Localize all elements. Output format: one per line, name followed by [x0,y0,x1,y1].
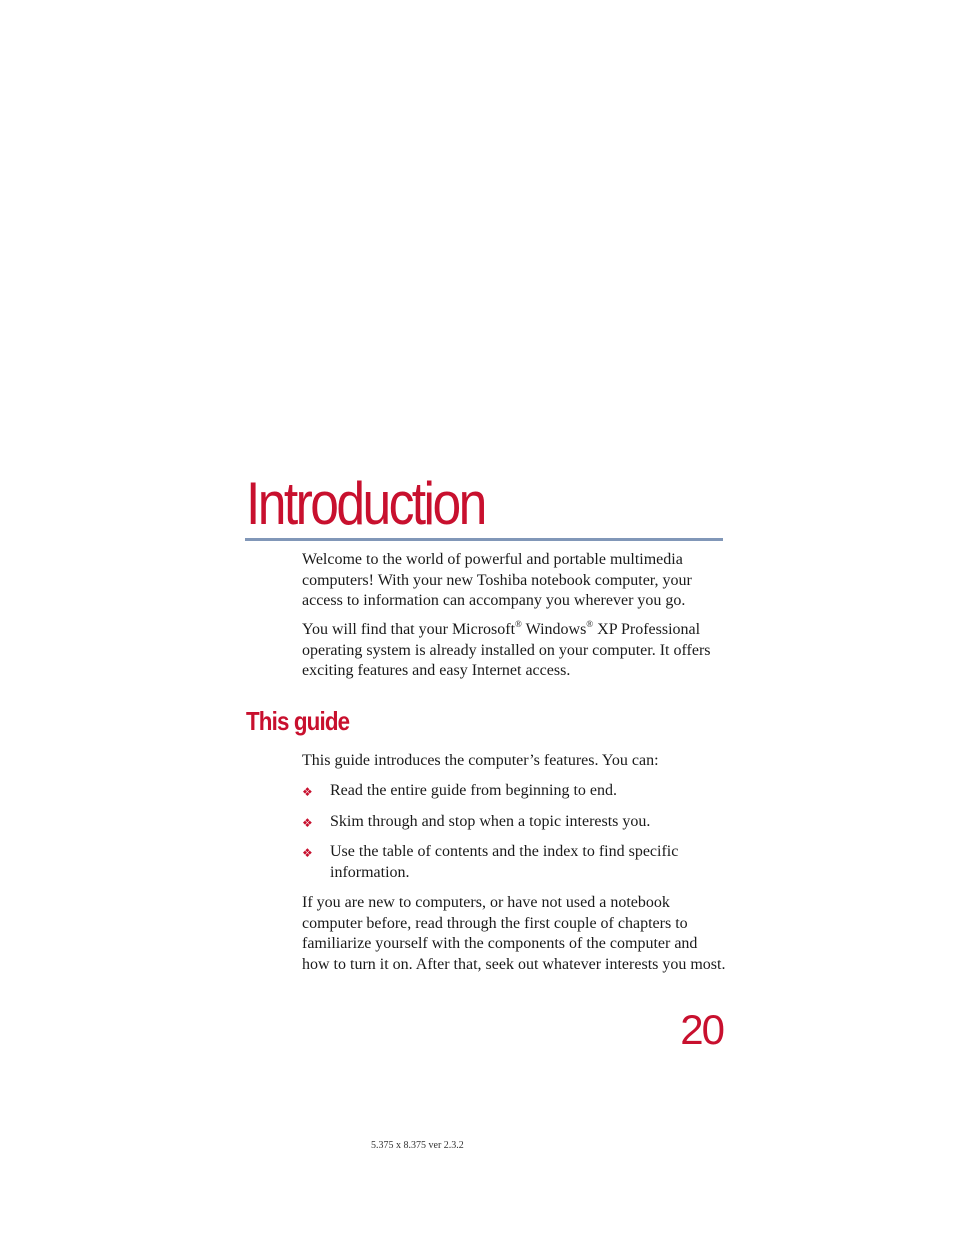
intro-paragraph-2-block [302,620,727,682]
section-closing: If you are new to computers, or have not used a notebook computer before, read through the first couple of chapters to familiarize yourself with the components of the computer and how to turn it on. After that, seek out whatever interests you most. [302,894,726,973]
section-lead: This guide introduces the computer’s features. You can: [302,752,659,769]
title-rule [245,538,723,541]
section-lead-block [302,751,727,772]
list-item [302,842,682,883]
registered-mark: ® [586,618,594,629]
intro-paragraph-2-part1: You will find that your Microsoft [302,621,516,638]
bullet-list [302,842,682,883]
list-item [302,781,727,802]
chapter-title: Introduction [246,470,485,537]
bullet-diamond-icon: ❖ [302,846,313,860]
section-title: This guide [246,706,350,736]
intro-paragraph-2 [302,620,727,682]
list-item [302,812,727,833]
intro-paragraph-2-part3: XP Professional operating system is already installed on your computer. It offers exciting features and easy Internet access. [302,621,711,679]
list-item-text: Skim through and stop when a topic interests you. [330,813,651,830]
intro-paragraph-1-block [302,550,727,612]
bullet-list [302,781,727,802]
page-number: 20 [680,1006,723,1053]
footer-note: 5.375 x 8.375 ver 2.3.2 [371,1140,464,1151]
bullet-diamond-icon: ❖ [302,785,313,799]
registered-mark: ® [515,618,522,629]
section-closing-block [302,893,727,975]
intro-paragraph-1: Welcome to the world of powerful and portable multimedia computers! With your new Toshiba notebook computer, your access to information can accompany you wherever you go. [302,551,692,609]
intro-paragraph-2-part2: Windows [521,621,587,638]
bullet-list [302,812,727,833]
bullet-diamond-icon: ❖ [302,816,313,830]
list-item-text: Read the entire guide from beginning to end. [330,782,618,799]
list-item-text: Use the table of contents and the index to find specific information. [330,843,679,881]
